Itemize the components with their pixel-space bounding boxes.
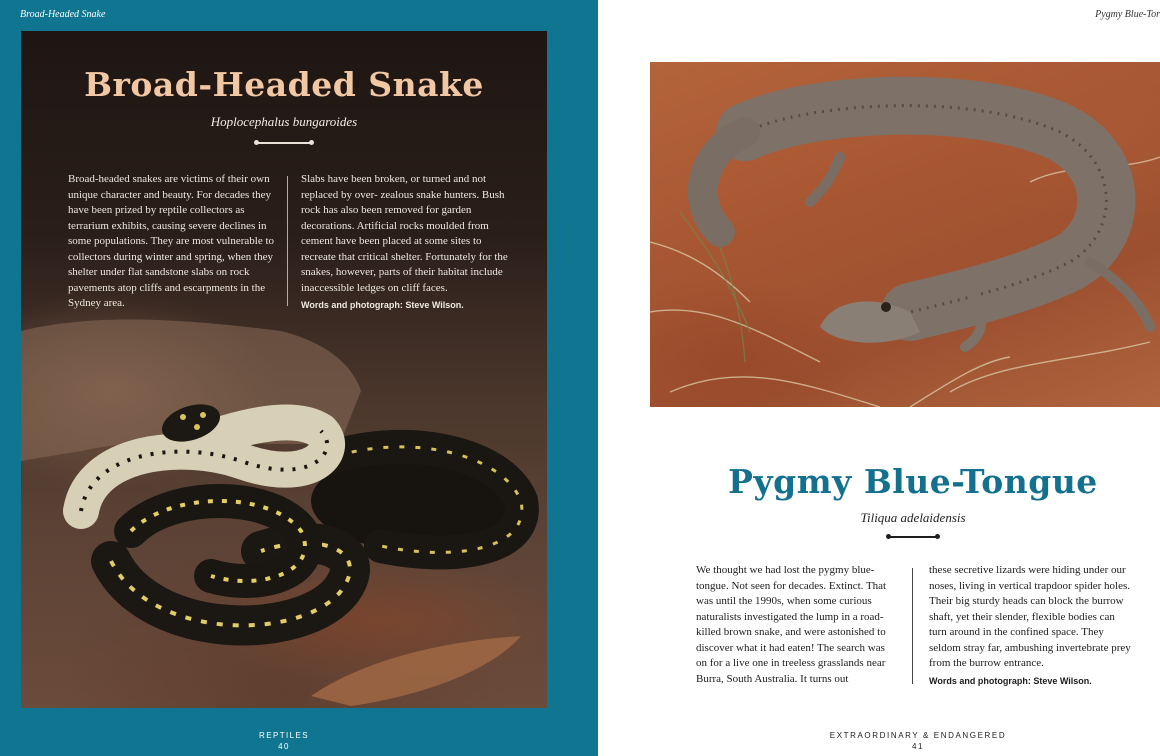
title-divider	[888, 536, 938, 538]
right-page	[598, 0, 1160, 756]
page-number: 40	[278, 742, 290, 751]
column-rule	[287, 176, 288, 306]
snake-credit: Words and photograph: Steve Wilson.	[301, 300, 464, 310]
title-divider	[256, 142, 312, 144]
folio-right	[758, 730, 1078, 752]
snake-photo	[21, 31, 547, 708]
lizard-credit: Words and photograph: Steve Wilson.	[929, 675, 1092, 686]
snake-scientific-name: Hoplocephalus bungaroides	[210, 114, 358, 129]
lizard-body-column-1	[696, 563, 896, 687]
folio-section: REPTILES	[259, 731, 309, 740]
snake-body-column-2	[301, 172, 515, 314]
running-head-left: Broad-Headed Snake	[20, 9, 106, 20]
snake-body-column-1	[68, 172, 278, 312]
snake-column-2-text: Slabs have been broken, or turned and not replaced by over- zealous snake hunters. Bush rock has also been removed for garden decorations. Artificial rocks moulded from cement have been placed at some sites to recreate that critical shelter. Fortunately for the snakes, however, parts of their habitat include inaccessible ledges on cliff faces.	[301, 173, 508, 294]
column-rule	[912, 568, 913, 684]
lizard-illustration	[650, 62, 1160, 407]
lizard-scientific-name: Tiliqua adelaidensis	[860, 510, 966, 525]
snake-column-1-text: Broad-headed snakes are victims of their own unique character and beauty. For decades they have been prized by reptile collectors as terrarium exhibits, causing severe declines in some populations. They are most vulnerable to collectors during winter and spring, when they shelter under flat sandstone slabs on rock pavements atop cliffs and escarpments in the Sydney area.	[68, 173, 275, 309]
lizard-column-2-text: these secretive lizards were hiding under our noses, living in vertical trapdoor spider holes. Their big sturdy heads can block the burrow shaft, yet their slender, flexible bodies can turn around in the confined space. They seldom stray far, ambushing invertebrate prey from the burrow entrance.	[929, 564, 1131, 669]
snake-illustration	[21, 31, 547, 708]
lizard-title: Pygmy Blue-Tongue	[728, 462, 1098, 501]
lizard-body-column-2	[929, 563, 1135, 689]
page-number: 41	[911, 742, 925, 751]
snake-title: Broad-Headed Snake	[84, 65, 484, 104]
folio-left	[0, 730, 568, 752]
lizard-column-1-text: We thought we had lost the pygmy blue-tongue. Not seen for decades. Extinct. That was until the 1990s, when some curious naturalists investigated the lump in a road-killed brown snake, and were astonished to discover what it had eaten! The search was on for a live one in treeless grasslands near Burra, South Australia. It turns out	[696, 564, 887, 685]
lizard-photo	[650, 62, 1160, 407]
running-head-right: Pygmy Blue-Tor	[1095, 9, 1160, 20]
folio-section: EXTRAORDINARY & ENDANGERED	[829, 731, 1007, 740]
